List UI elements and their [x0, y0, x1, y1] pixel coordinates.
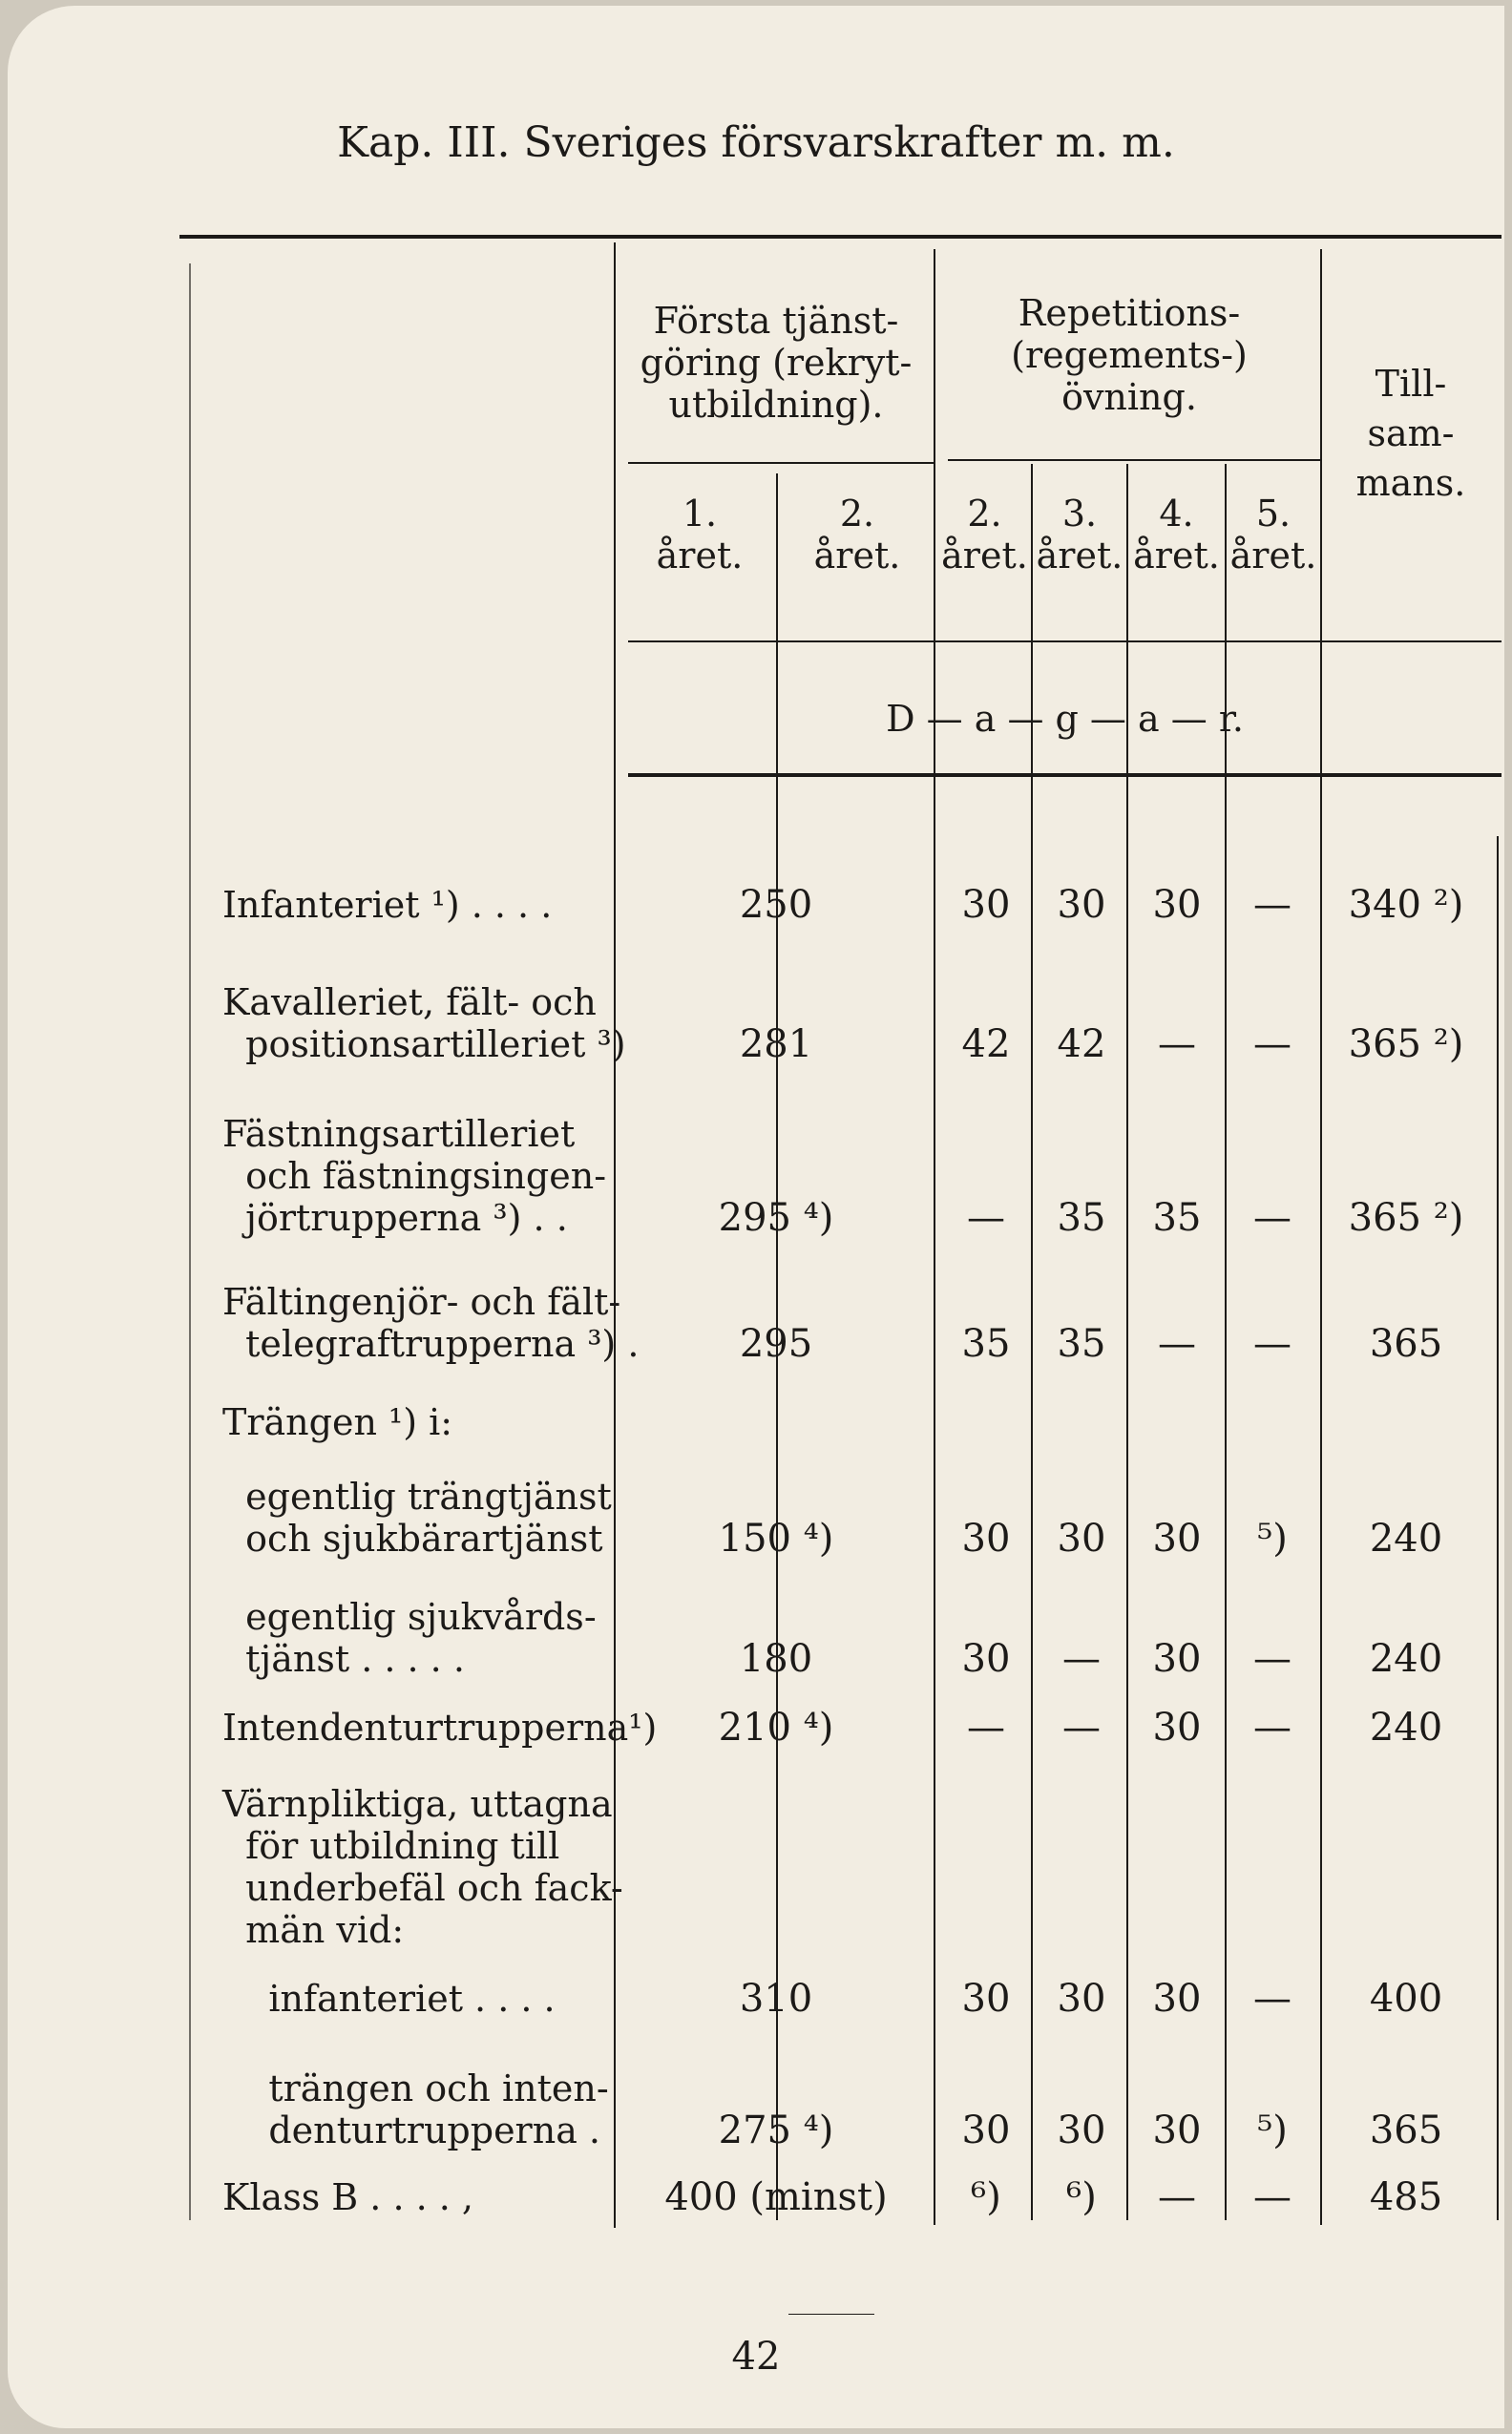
- subcolumn-year-2-rep: 2. året.: [941, 493, 1028, 577]
- table-cell: 240: [1369, 1706, 1443, 1750]
- row-label: Intendenturtrupperna¹): [222, 1707, 658, 1749]
- table-cell: —: [1158, 2175, 1196, 2219]
- table-cell: 295: [739, 1322, 813, 1366]
- table-cell: 340 ²): [1348, 883, 1464, 927]
- table-cell: 30: [1152, 1637, 1202, 1681]
- table-cell: ⁶): [971, 2175, 1001, 2219]
- page-number-rule: [788, 2314, 874, 2315]
- row-label: Fästningsartilleriet och fästningsingen- jörtrupperna ³) . .: [222, 1113, 607, 1239]
- table-cell: 310: [739, 1977, 813, 2021]
- table-cell: 400: [1369, 1977, 1443, 2021]
- table-cell: 42: [961, 1022, 1011, 1066]
- unit-label: D — a — g — a — r.: [886, 698, 1244, 740]
- table-cell: ⁶): [1066, 2175, 1097, 2219]
- row-label: Infanteriet ¹) . . . .: [222, 884, 553, 926]
- table-cell: —: [1253, 1706, 1292, 1750]
- column-header-first-service: Första tjänst- göring (rekryt- utbildning).: [640, 300, 913, 426]
- table-cell: —: [1253, 1022, 1292, 1066]
- table-cell: 210 ⁴): [718, 1706, 834, 1750]
- table-cell: 295 ⁴): [718, 1196, 834, 1240]
- table-cell: —: [1253, 2175, 1292, 2219]
- table-top-rule: [179, 235, 1502, 239]
- header-bottom-rule: [628, 640, 1502, 642]
- table-cell: 30: [961, 883, 1011, 927]
- page-number: 42: [731, 2335, 781, 2379]
- table-cell: —: [967, 1706, 1005, 1750]
- table-cell: 30: [1152, 883, 1202, 927]
- row-label: infanteriet . . . .: [222, 1978, 556, 2020]
- table-cell: 180: [739, 1637, 813, 1681]
- row-label: egentlig trängtjänst och sjukbärartjänst: [245, 1476, 612, 1560]
- table-cell: 250: [739, 883, 813, 927]
- subheader-rule-2: [948, 459, 1320, 461]
- table-cell: ⁵): [1257, 2109, 1288, 2152]
- row-label: Värnpliktiga, uttagna för utbildning till underbefäl och fack- män vid:: [222, 1783, 623, 1951]
- table-cell: —: [1158, 1322, 1196, 1366]
- row-label: Fältingenjör- och fält- telegraftrupperna ³) .: [222, 1281, 640, 1365]
- table-cell: —: [1062, 1637, 1101, 1681]
- table-cell: 35: [961, 1322, 1011, 1366]
- document-page: [8, 6, 1504, 2428]
- table-cell: ⁵): [1257, 1517, 1288, 1561]
- table-cell: 30: [1057, 1517, 1106, 1561]
- table-cell: —: [1253, 1977, 1292, 2021]
- table-cell: —: [1253, 1637, 1292, 1681]
- table-cell: 281: [739, 1022, 813, 1066]
- table-cell: —: [1158, 1022, 1196, 1066]
- subcolumn-year-1: 1. året.: [656, 493, 744, 577]
- row-label: Klass B . . . . ,: [222, 2176, 473, 2218]
- table-cell: 30: [961, 1977, 1011, 2021]
- table-cell: 30: [1057, 883, 1106, 927]
- unit-rule: [628, 773, 1502, 777]
- table-cell: 365 ²): [1348, 1022, 1464, 1066]
- table-cell: 30: [961, 1517, 1011, 1561]
- table-cell: 485: [1369, 2175, 1443, 2219]
- table-cell: —: [967, 1196, 1005, 1240]
- subcolumn-year-4: 4. året.: [1133, 493, 1220, 577]
- table-cell: 365: [1369, 1322, 1443, 1366]
- row-label: egentlig sjukvårds- tjänst . . . . .: [245, 1596, 597, 1680]
- table-cell: 30: [1152, 1517, 1202, 1561]
- table-cell: —: [1253, 883, 1292, 927]
- row-label: trängen och inten- denturtrupperna .: [268, 2067, 609, 2151]
- table-cell: 35: [1057, 1322, 1106, 1366]
- table-cell: 30: [961, 1637, 1011, 1681]
- table-cell: —: [1062, 1706, 1101, 1750]
- table-cell: 35: [1057, 1196, 1106, 1240]
- subcolumn-year-3: 3. året.: [1036, 493, 1124, 577]
- table-cell: 30: [1057, 2109, 1106, 2152]
- subcolumn-year-2-first: 2. året.: [813, 493, 901, 577]
- left-rule: [189, 263, 191, 2220]
- column-header-total: Till- sam- mans.: [1355, 363, 1466, 504]
- table-cell: 42: [1057, 1022, 1106, 1066]
- group-rule: [934, 249, 935, 2225]
- table-cell: 30: [1057, 1977, 1106, 2021]
- subheader-rule-1: [628, 462, 934, 464]
- table-cell: 365: [1369, 2109, 1443, 2152]
- table-cell: 30: [1152, 1706, 1202, 1750]
- table-cell: 240: [1369, 1517, 1443, 1561]
- table-cell: —: [1253, 1196, 1292, 1240]
- table-cell: 30: [1152, 2109, 1202, 2152]
- table-cell: 150 ⁴): [718, 1517, 834, 1561]
- table-cell: 365 ²): [1348, 1196, 1464, 1240]
- table-cell: 35: [1152, 1196, 1202, 1240]
- column-header-repetition: Repetitions- (regements-) övning.: [1011, 292, 1248, 418]
- table-cell: —: [1253, 1322, 1292, 1366]
- table-cell: 275 ⁴): [718, 2109, 834, 2152]
- row-label: Trängen ¹) i:: [222, 1401, 453, 1443]
- page-header: Kap. III. Sveriges försvarskrafter m. m.: [337, 118, 1175, 167]
- table-cell: 240: [1369, 1637, 1443, 1681]
- table-cell: 30: [1152, 1977, 1202, 2021]
- table-cell: 400 (minst): [664, 2175, 888, 2219]
- row-label: Kavalleriet, fält- och positionsartilleriet ³): [222, 981, 626, 1065]
- table-cell: 30: [961, 2109, 1011, 2152]
- subcolumn-year-5: 5. året.: [1229, 493, 1317, 577]
